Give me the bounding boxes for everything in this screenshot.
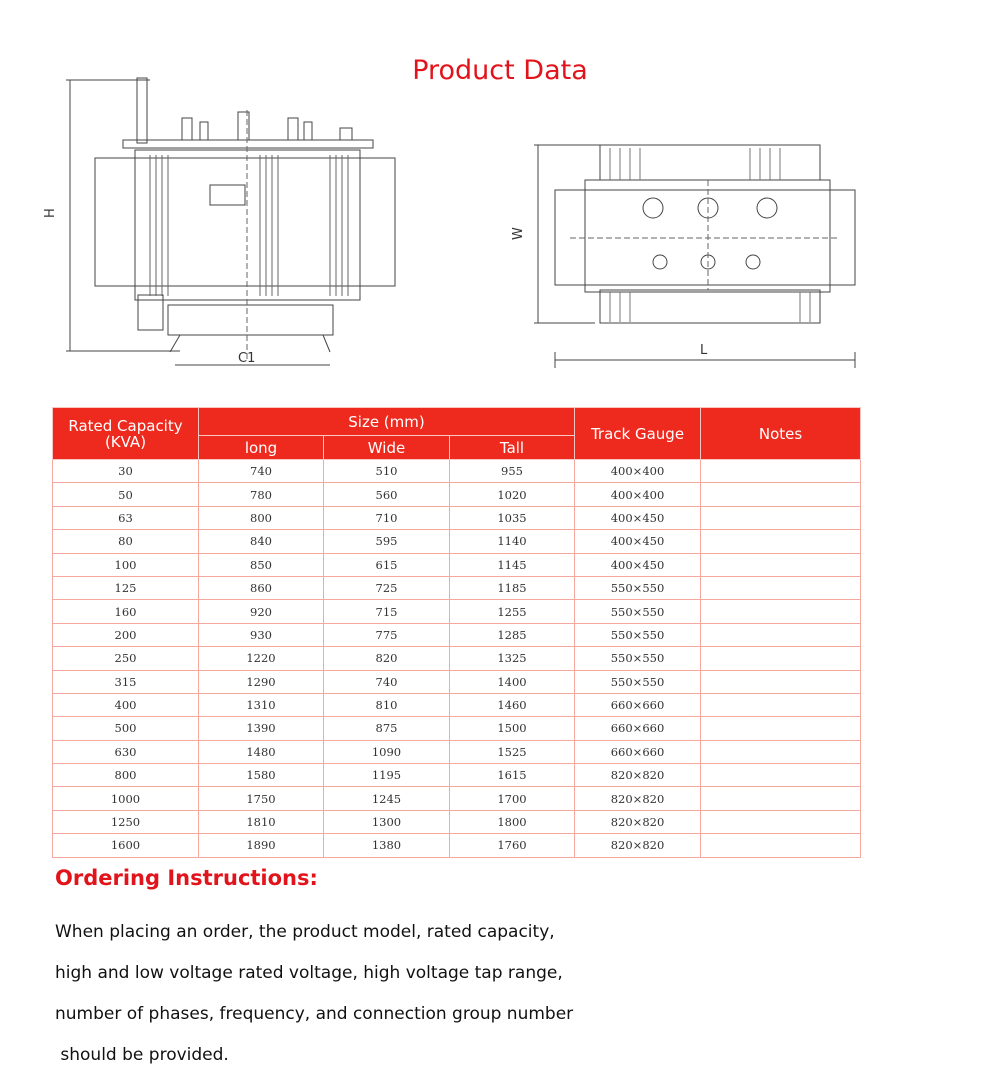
table-cell: 775 — [324, 623, 450, 646]
table-cell: 80 — [53, 530, 199, 553]
table-cell: 1145 — [450, 553, 575, 576]
ordering-title: Ordering Instructions: — [55, 866, 318, 890]
table-cell: 560 — [324, 483, 450, 506]
size-header: Size (mm) — [199, 408, 575, 436]
table-cell: 800 — [53, 764, 199, 787]
table-cell: 1580 — [199, 764, 324, 787]
table-cell — [701, 553, 861, 576]
table-cell: 315 — [53, 670, 199, 693]
table-row — [53, 530, 861, 553]
table-cell — [701, 693, 861, 716]
table-cell: 250 — [53, 647, 199, 670]
table-cell: 50 — [53, 483, 199, 506]
table-cell — [701, 670, 861, 693]
table-row — [53, 506, 861, 529]
dim-w-label: W — [511, 227, 526, 240]
table-cell: 660×660 — [575, 740, 701, 763]
table-cell: 820×820 — [575, 834, 701, 857]
table-cell: 1380 — [324, 834, 450, 857]
table-cell: 1480 — [199, 740, 324, 763]
table-cell: 820×820 — [575, 787, 701, 810]
table-cell: 1185 — [450, 576, 575, 599]
table-cell: 660×660 — [575, 693, 701, 716]
rated-capacity-header: Rated Capacity (KVA) — [53, 408, 199, 460]
table-cell: 1890 — [199, 834, 324, 857]
table-cell: 840 — [199, 530, 324, 553]
notes-header: Notes — [701, 408, 861, 460]
table-cell: 820 — [324, 647, 450, 670]
table-row — [53, 717, 861, 740]
table-cell: 550×550 — [575, 670, 701, 693]
table-cell: 955 — [450, 460, 575, 483]
table-cell: 1500 — [450, 717, 575, 740]
table-cell: 1245 — [324, 787, 450, 810]
table-row — [53, 460, 861, 483]
table-cell: 550×550 — [575, 600, 701, 623]
table-cell: 725 — [324, 576, 450, 599]
table-cell: 875 — [324, 717, 450, 740]
table-cell: 1700 — [450, 787, 575, 810]
table-cell: 1255 — [450, 600, 575, 623]
table-cell: 1285 — [450, 623, 575, 646]
table-cell — [701, 576, 861, 599]
table-cell: 630 — [53, 740, 199, 763]
table-cell: 1325 — [450, 647, 575, 670]
top-view-drawing — [510, 140, 870, 375]
ordering-text — [55, 901, 655, 1086]
table-cell: 550×550 — [575, 623, 701, 646]
product-data-table — [52, 407, 860, 856]
table-cell: 850 — [199, 553, 324, 576]
ordering-line: number of phases, frequency, and connection group number — [55, 1003, 574, 1024]
table-row — [53, 600, 861, 623]
table-cell: 400×400 — [575, 483, 701, 506]
track-gauge-header: Track Gauge — [575, 408, 701, 460]
table-cell — [701, 600, 861, 623]
table-cell: 740 — [199, 460, 324, 483]
table-row — [53, 553, 861, 576]
table-cell: 1460 — [450, 693, 575, 716]
table-cell: 1250 — [53, 810, 199, 833]
table-cell: 200 — [53, 623, 199, 646]
ordering-line: When placing an order, the product model, rated capacity, — [55, 921, 555, 942]
table-cell: 1750 — [199, 787, 324, 810]
table-cell: 100 — [53, 553, 199, 576]
table-cell — [701, 740, 861, 763]
table-cell: 1140 — [450, 530, 575, 553]
wide-header: Wide — [324, 436, 450, 460]
table-cell: 615 — [324, 553, 450, 576]
front-view-drawing — [40, 70, 400, 380]
table-cell: 1195 — [324, 764, 450, 787]
dim-l-label: L — [700, 343, 708, 358]
table-cell: 1525 — [450, 740, 575, 763]
table-cell — [701, 787, 861, 810]
table-cell: 1615 — [450, 764, 575, 787]
table-cell: 400×400 — [575, 460, 701, 483]
table-row — [53, 810, 861, 833]
table-cell: 715 — [324, 600, 450, 623]
table-cell: 820×820 — [575, 810, 701, 833]
table-row — [53, 693, 861, 716]
table-cell: 550×550 — [575, 576, 701, 599]
table-cell: 920 — [199, 600, 324, 623]
table-cell: 780 — [199, 483, 324, 506]
table-row — [53, 670, 861, 693]
table-cell: 710 — [324, 506, 450, 529]
table-cell: 125 — [53, 576, 199, 599]
table-cell: 400×450 — [575, 553, 701, 576]
table-cell — [701, 810, 861, 833]
table-cell: 1810 — [199, 810, 324, 833]
table-cell — [701, 764, 861, 787]
table-cell: 660×660 — [575, 717, 701, 740]
table-cell: 800 — [199, 506, 324, 529]
table-row — [53, 576, 861, 599]
table-cell: 1390 — [199, 717, 324, 740]
table-cell: 1090 — [324, 740, 450, 763]
table-cell — [701, 834, 861, 857]
dim-c1-label: C1 — [238, 351, 256, 366]
table-cell: 400×450 — [575, 506, 701, 529]
table-row — [53, 740, 861, 763]
table-cell: 820×820 — [575, 764, 701, 787]
table-cell: 400 — [53, 693, 199, 716]
ordering-line: high and low voltage rated voltage, high voltage tap range, — [55, 962, 563, 983]
table-row — [53, 647, 861, 670]
table-cell: 740 — [324, 670, 450, 693]
tall-header: Tall — [450, 436, 575, 460]
table-cell: 860 — [199, 576, 324, 599]
table-cell — [701, 460, 861, 483]
table-cell: 1300 — [324, 810, 450, 833]
table-cell: 63 — [53, 506, 199, 529]
table-row — [53, 623, 861, 646]
table-cell — [701, 506, 861, 529]
table-cell: 1760 — [450, 834, 575, 857]
table-cell: 810 — [324, 693, 450, 716]
table-cell: 1310 — [199, 693, 324, 716]
table-cell — [701, 623, 861, 646]
ordering-line: should be provided. — [55, 1044, 229, 1065]
long-header: long — [199, 436, 324, 460]
table-cell: 510 — [324, 460, 450, 483]
table-row — [53, 834, 861, 857]
table-cell: 1800 — [450, 810, 575, 833]
table-cell: 1400 — [450, 670, 575, 693]
dim-h-label: H — [43, 208, 58, 218]
table-cell: 550×550 — [575, 647, 701, 670]
table-cell — [701, 483, 861, 506]
table-cell: 400×450 — [575, 530, 701, 553]
table-row — [53, 787, 861, 810]
page-title: Product Data — [412, 55, 588, 86]
table-cell: 595 — [324, 530, 450, 553]
table-cell — [701, 717, 861, 740]
table-cell: 930 — [199, 623, 324, 646]
table-cell: 1035 — [450, 506, 575, 529]
table-row — [53, 483, 861, 506]
table-cell: 160 — [53, 600, 199, 623]
table-cell: 1600 — [53, 834, 199, 857]
table-cell — [701, 530, 861, 553]
table-cell: 1000 — [53, 787, 199, 810]
table-cell: 30 — [53, 460, 199, 483]
table-cell: 500 — [53, 717, 199, 740]
table-cell — [701, 647, 861, 670]
table-cell: 1290 — [199, 670, 324, 693]
table-cell: 1220 — [199, 647, 324, 670]
table-cell: 1020 — [450, 483, 575, 506]
table-row — [53, 764, 861, 787]
